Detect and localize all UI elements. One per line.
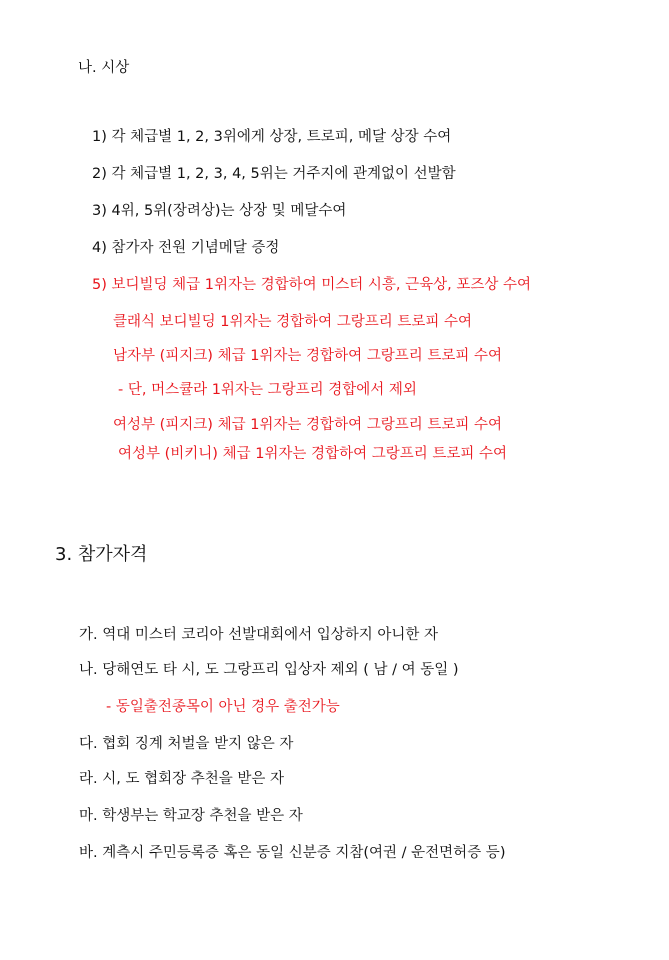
award-men-physique: 남자부 (피지크) 체급 1위자는 경합하여 그랑프리 트로피 수여 — [113, 348, 502, 364]
eligibility-item-ga: 가. 역대 미스터 코리아 선발대회에서 입상하지 아니한 자 — [79, 627, 439, 643]
award-item-1: 1) 각 체급별 1, 2, 3위에게 상장, 트로피, 메달 상장 수여 — [92, 129, 452, 145]
eligibility-item-ra: 라. 시, 도 협회장 추천을 받은 자 — [79, 771, 284, 787]
award-women-bikini: 여성부 (비키니) 체급 1위자는 경합하여 그랑프리 트로피 수여 — [118, 446, 507, 462]
award-item-5: 5) 보디빌딩 체급 1위자는 경합하여 미스터 시흥, 근육상, 포즈상 수여 — [92, 277, 531, 293]
award-classic-bodybuilding: 클래식 보디빌딩 1위자는 경합하여 그랑프리 트로피 수여 — [113, 314, 473, 330]
eligibility-item-ma: 마. 학생부는 학교장 추천을 받은 자 — [79, 808, 303, 824]
award-item-2: 2) 각 체급별 1, 2, 3, 4, 5위는 거주지에 관계없이 선발함 — [92, 166, 456, 182]
eligibility-item-da: 다. 협회 징계 처벌을 받지 않은 자 — [79, 736, 294, 752]
eligibility-item-na-note: - 동일출전종목이 아닌 경우 출전가능 — [106, 699, 340, 715]
award-women-physique: 여성부 (피지크) 체급 1위자는 경합하여 그랑프리 트로피 수여 — [113, 417, 502, 433]
eligibility-item-na: 나. 당해연도 타 시, 도 그랑프리 입상자 제외 ( 남 / 여 동일 ) — [79, 662, 459, 678]
award-item-3: 3) 4위, 5위(장려상)는 상장 및 메달수여 — [92, 203, 347, 219]
section-eligibility-title: 3. 참가자격 — [55, 544, 148, 565]
award-item-4: 4) 참가자 전원 기념메달 증정 — [92, 240, 280, 256]
award-muscular-exception: - 단, 머스큘라 1위자는 그랑프리 경합에서 제외 — [118, 382, 417, 398]
eligibility-item-ba: 바. 계측시 주민등록증 혹은 동일 신분증 지참(여권 / 운전면허증 등) — [79, 845, 506, 861]
section-award-title: 나. 시상 — [78, 60, 130, 76]
